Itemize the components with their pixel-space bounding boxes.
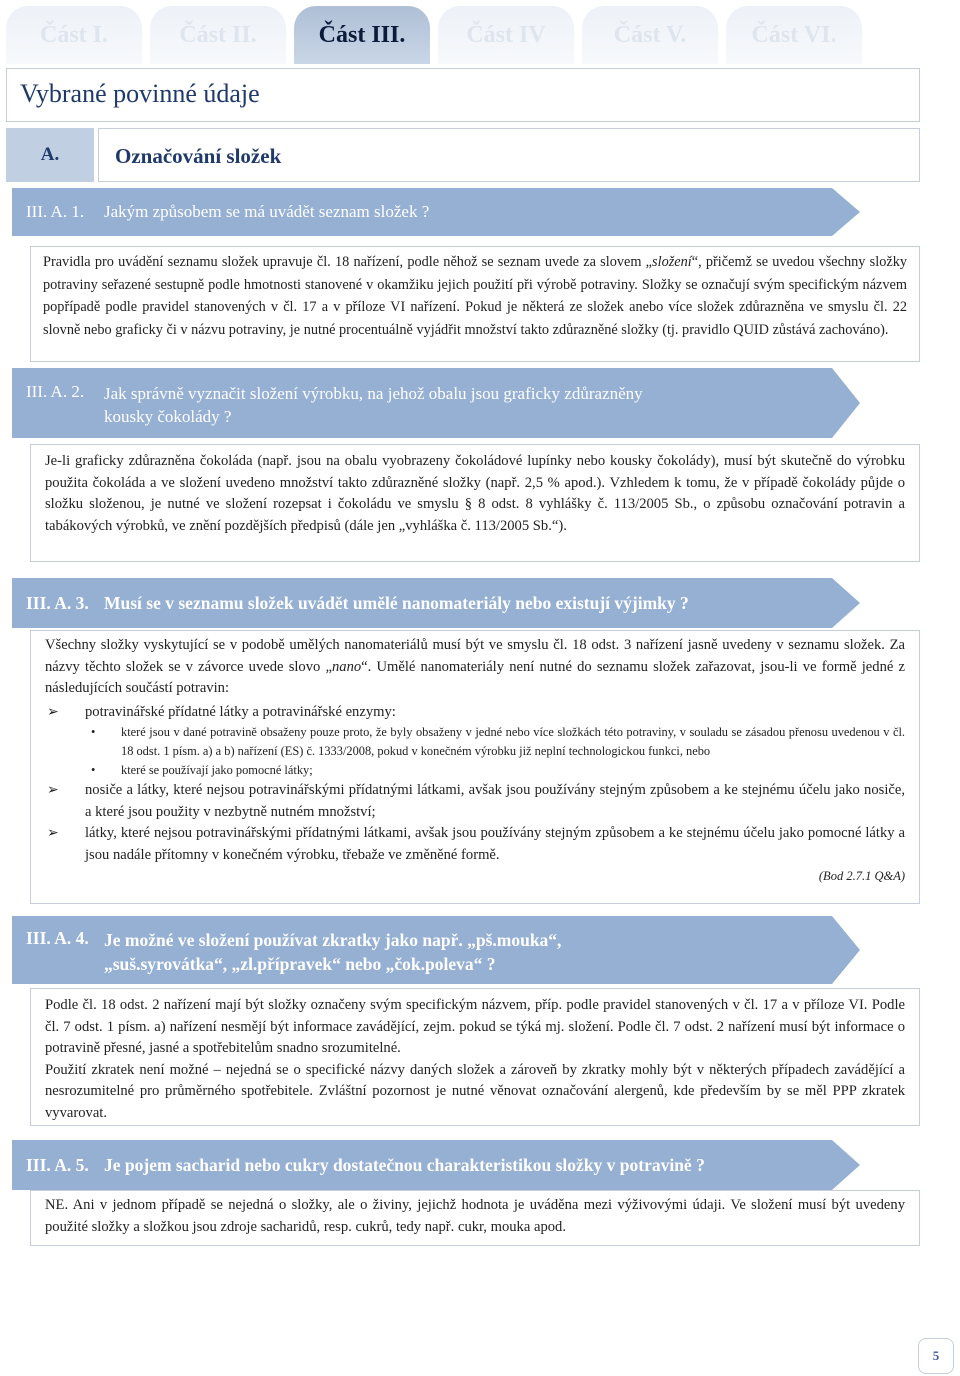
- list-item-text: potravinářské přídatné látky a potravinářské enzymy:: [85, 703, 396, 720]
- question-number: III. A. 2.: [26, 382, 85, 401]
- question-text: „suš.syrovátka“, „zl.přípravek“ nebo „čok.poleva“ ?: [104, 954, 496, 974]
- question-number: III. A. 3.: [26, 592, 89, 613]
- answer-text: “. Umělé nanomateriály není nutné do seznamu složek zařazovat, jsou-li ve formě jedné z následujících součástí potravin:: [45, 658, 905, 696]
- tab-part-3[interactable]: Část III.: [294, 6, 430, 64]
- question-number: III. A. 4.: [26, 928, 89, 948]
- page-number: 5: [918, 1338, 954, 1374]
- sub-list-item: [91, 723, 905, 761]
- answer-text: Všechny složky vyskytující se v podobě umělých nanomateriálů musí být ve smyslu čl. 18 odst. 3 nařízení jasně uvedeny v seznamu složek. Za názvy těchto složek se v závorce uvede slovo „: [45, 637, 905, 675]
- question-banner-2: [12, 368, 860, 438]
- arrow-bullet-icon: ➢: [47, 826, 59, 841]
- answer-italic: nano: [331, 658, 362, 675]
- question-number: III. A. 1.: [26, 202, 85, 221]
- question-banner-5: [12, 1140, 860, 1190]
- answer-5: [30, 1190, 920, 1246]
- tab-part-4[interactable]: Část IV: [438, 6, 574, 64]
- question-banner-3: [12, 578, 860, 628]
- answer-text: “, přičemž se uvedou všechny složky potraviny seřazené sestupně podle hmotnosti stanovené v okamžiku jejich použití při výrobě potraviny. Složky se označují svým specifickým názvem popřípadě podle pravidel stanovených v čl. 17 a v příloze VI nařízení. Pokud je některá ze složek anebo více složek zdůrazněna ve smyslu čl. 22 slovně nebo graficky či v názvu potraviny, je nutné procentuálně vyjádřit množství takto zdůrazněné složky (tj. pravidlo QUID zůstává zachováno).: [43, 254, 907, 338]
- section-letter: A.: [6, 128, 94, 182]
- question-text: Musí se v seznamu složek uvádět umělé nanomateriály nebo existují výjimky ?: [104, 592, 689, 613]
- answer-text: Podle čl. 18 odst. 2 nařízení mají být složky označeny svým specifickým názvem, příp. podle pravidel stanovených v čl. 17 a v příloze VI. Podle čl. 7 odst. 1 písm. a) nařízení nesmějí být informace zavádějící, zejm. pokud se týká mj. složení. Podle čl. 7 odst. 2 nařízení musí být informace o potravině přesné, jasné a spotřebitelům snadno srozumitelné.: [45, 997, 905, 1056]
- sub-list-item-text: které jsou v dané potravině obsaženy pouze proto, že byly obsaženy v jedné nebo více složkách této potraviny, v souladu se zásadou přenosu uvedenou v čl. 18 odst. 1 písm. a) a b) nařízení (ES) č. 1333/2008, pokud v konečném výrobku již neplní technologickou funkci, nebo: [121, 725, 905, 758]
- tab-part-5[interactable]: Část V.: [582, 6, 718, 64]
- bullet-icon: •: [91, 725, 96, 739]
- exception-list: [45, 702, 905, 867]
- question-banner-4: [12, 916, 860, 984]
- section-title-box: [98, 128, 920, 182]
- section-title: Označování složek: [115, 144, 282, 168]
- tab-part-2[interactable]: Část II.: [150, 6, 286, 64]
- answer-1: [30, 246, 920, 362]
- answer-text: Pravidla pro uvádění seznamu složek upravuje čl. 18 nařízení, podle něhož se seznam uvede za slovem „: [43, 254, 653, 270]
- question-text: Jak správně vyznačit složení výrobku, na jehož obalu jsou graficky zdůrazněny: [104, 384, 643, 403]
- list-item: [45, 823, 905, 866]
- question-number: III. A. 5.: [26, 1154, 89, 1175]
- sub-list-item-text: které se používají jako pomocné látky;: [121, 763, 313, 777]
- sub-list: [85, 723, 905, 780]
- arrow-bullet-icon: ➢: [47, 783, 59, 798]
- list-item-text: nosiče a látky, které nejsou potravinářskými přídatnými látkami, avšak jsou používány stejným způsobem a ke stejnému účelu jako nosiče, a které jsou použity v nezbytně nutném množství;: [85, 782, 905, 820]
- list-item-text: látky, které nejsou potravinářskými přídatnými látkami, avšak jsou používány stejným způsobem a ke stejnému účelu jako pomocné látky a jsou nadále přítomny v konečném výrobku, třebaže ve změněné formě.: [85, 825, 905, 863]
- answer-3: [30, 630, 920, 904]
- answer-text: Použití zkratek není možné – nejedná se o specifické názvy daných složek a zároveň by zkratky mohly být v některých případech zavádějící a nesrozumitelné pro průměrného spotřebitele. Zvláštní pozornost je nutné věnovat označování alergenů, kde především by se měl PPP zkratek vyvarovat.: [45, 1061, 905, 1121]
- page-title: Vybrané povinné údaje: [20, 79, 260, 108]
- part-tabs: [6, 6, 862, 64]
- answer-text: NE. Ani v jednom případě se nejedná o složky, ale o živiny, jejichž hodnota je uváděna mezi výživovými údaji. Ve složení musí být uvedeny použité složky a složkou jsou zdroje sacharidů, resp. cukrů, tedy např. cukr, mouka apod.: [45, 1197, 905, 1235]
- answer-4: [30, 988, 920, 1126]
- arrow-bullet-icon: ➢: [47, 704, 59, 720]
- tab-part-6[interactable]: Část VI.: [726, 6, 862, 64]
- question-text: Je možné ve složení používat zkratky jako např. „pš.mouka“,: [104, 930, 562, 950]
- list-item: [45, 780, 905, 823]
- citation: (Bod 2.7.1 Q&A): [818, 869, 905, 883]
- answer-text: Je-li graficky zdůrazněna čokoláda (např. jsou na obalu vyobrazeny čokoládové lupínky nebo kousky čokolády), musí být skutečně do výrobku použita čokoláda a ve složení uvedeno množství takto zdůrazněné složky (např. 2,5 % apod.). Vzhledem k tomu, že v případě čokolády půjde o složku složenou, je nutné ve složení rozepsat i čokoládu ve smyslu § 8 odst. 8 vyhlášky č. 113/2005 Sb., o způsobu označování potravin a tabákových výrobků, ve znění pozdějších předpisů (dále jen „vyhláška č. 113/2005 Sb.“).: [45, 453, 905, 534]
- question-text: Je pojem sacharid nebo cukry dostatečnou charakteristikou složky v potravině ?: [104, 1154, 705, 1175]
- question-text: kousky čokolády ?: [104, 407, 232, 426]
- question-text: Jakým způsobem se má uvádět seznam složek ?: [104, 202, 430, 221]
- title-box: [6, 68, 920, 122]
- bullet-icon: •: [91, 763, 96, 777]
- question-banner-1: [12, 188, 860, 236]
- sub-list-item: [91, 761, 905, 780]
- answer-italic: složení: [652, 254, 692, 270]
- answer-2: [30, 444, 920, 562]
- list-item: [45, 702, 905, 781]
- tab-part-1[interactable]: Část I.: [6, 6, 142, 64]
